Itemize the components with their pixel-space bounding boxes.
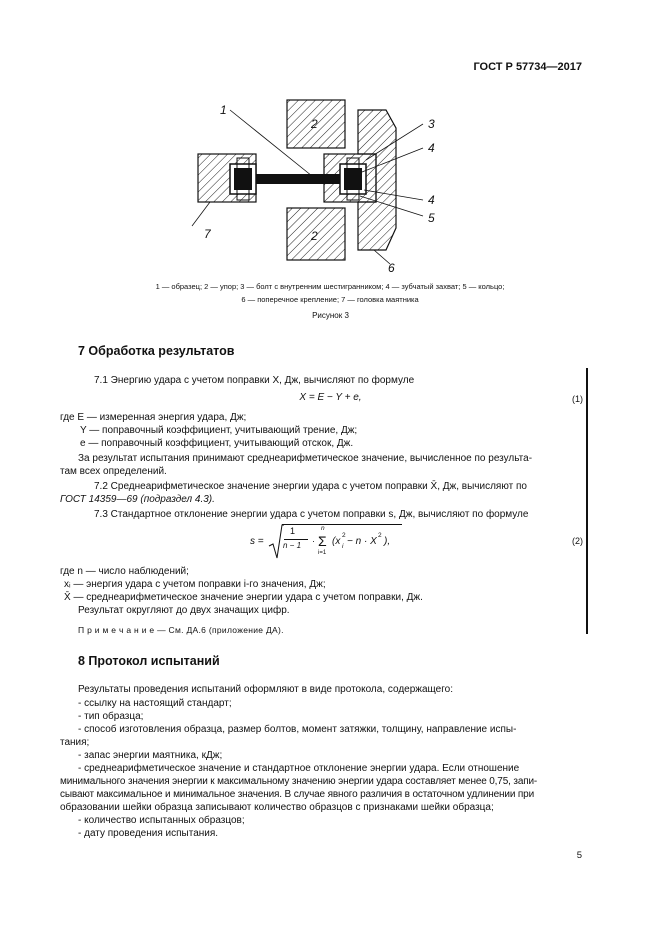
protocol-item: - дату проведения испытания. (78, 828, 219, 839)
protocol-item: тания; (60, 737, 90, 748)
where-e: где E — измеренная энергия удара, Дж; (60, 412, 247, 423)
paragraph-7-1: 7.1 Энергию удара с учетом поправки X, Дж, вычисляют по формуле (94, 375, 415, 386)
formula-2: s = 1 n − 1 · Σ n i=1 (x i 2 − n · X 2 ), (250, 524, 450, 560)
where-e2: e — поправочный коэффициент, учитывающий отскок, Дж. (80, 438, 354, 449)
page-number: 5 (576, 850, 582, 861)
figure-label: 5 (428, 211, 435, 225)
figure-title: Рисунок 3 (312, 311, 349, 320)
section-7-heading: 7 Обработка результатов (78, 344, 235, 358)
note: П р и м е ч а н и е — См. ДА.6 (приложение ДА). (78, 625, 284, 635)
protocol-item: - среднеарифметическое значение и стандартное отклонение энергии удара. Если отношение (78, 763, 520, 774)
protocol-item: - ссылку на настоящий стандарт; (78, 698, 232, 709)
protocol-intro: Результаты проведения испытаний оформляют в виде протокола, содержащего: (78, 684, 453, 695)
protocol-item: - способ изготовления образца, размер болтов, момент затяжки, толщину, направление испы- (78, 724, 517, 735)
paragraph-7-2: 7.2 Среднеарифметическое значение энергии удара с учетом поправки X̄, Дж, вычисляют по (94, 481, 527, 492)
protocol-item: - количество испытанных образцов; (78, 815, 245, 826)
figure-label: 4 (428, 193, 435, 207)
where-n: где n — число наблюдений; (60, 566, 189, 577)
document-header: ГОСТ Р 57734—2017 (473, 61, 582, 73)
protocol-item: сывают максимальное и минимальное значения. В случае явного различия в остаточном удлинении при (60, 789, 535, 800)
where-xbar: X̄ — среднеарифметическое значение энергии удара с учетом поправки, Дж. (64, 592, 423, 603)
figure-label: 3 (428, 117, 435, 131)
paragraph-7-2-ref: ГОСТ 14359—69 (подраздел 4.3). (60, 494, 215, 505)
rounding-rule: Результат округляют до двух значащих цифр. (78, 605, 290, 616)
protocol-item: - тип образца; (78, 711, 144, 722)
figure-label: 2 (311, 229, 318, 243)
section-8-heading: 8 Протокол испытаний (78, 654, 220, 668)
figure-label: 4 (428, 141, 435, 155)
figure-label: 6 (388, 261, 395, 275)
equation-number-1: (1) (572, 394, 583, 404)
result-line2: там всех определений. (60, 466, 167, 477)
protocol-item: минимального значения энергии к максимальному значению энергии удара составляет менее 0,75, запи- (60, 776, 538, 787)
figure-label: 7 (204, 227, 211, 241)
protocol-item: образовании шейки образца записывают количество образцов с признаками шейки образца; (60, 802, 494, 813)
figure-label: 2 (311, 117, 318, 131)
figure-label: 1 (220, 103, 227, 117)
change-bar (586, 368, 588, 634)
figure-3-drawing (190, 98, 440, 276)
protocol-item: - запас энергии маятника, кДж; (78, 750, 223, 761)
where-y: Y — поправочный коэффициент, учитывающий трение, Дж; (80, 425, 358, 436)
figure-legend-line1: 1 — образец; 2 — упор; 3 — болт с внутренним шестигранником; 4 — зубчатый захват; 5 — кольцо; (155, 282, 505, 291)
figure-legend-line2: 6 — поперечное крепление; 7 — головка маятника (241, 295, 419, 304)
equation-number-2: (2) (572, 536, 583, 546)
where-xi: xᵢ — энергия удара с учетом поправки i-го значения, Дж; (64, 579, 326, 590)
paragraph-7-3: 7.3 Стандартное отклонение энергии удара с учетом поправки s, Дж, вычисляют по формуле (94, 509, 529, 520)
result-line1: За результат испытания принимают среднеарифметическое значение, вычисленное по результа- (78, 453, 533, 464)
formula-1: X = E − Y + e, (299, 392, 362, 403)
